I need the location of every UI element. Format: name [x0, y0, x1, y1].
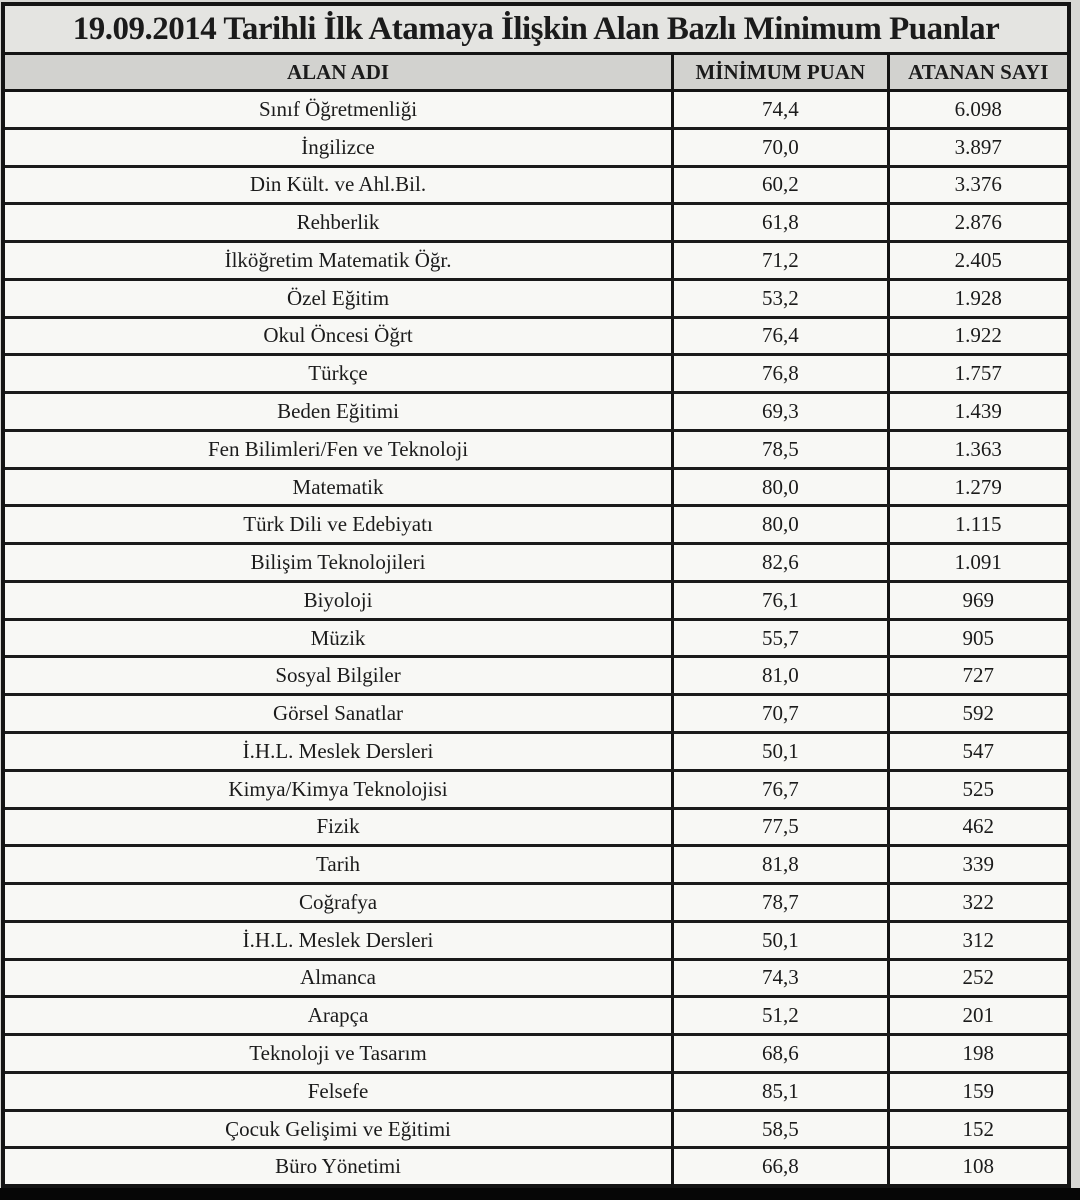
cell-sayi: 1.115: [955, 512, 1002, 537]
cell-sayi: 1.091: [954, 550, 1002, 575]
cell-sayi: 252: [962, 965, 995, 990]
cell-puan: 74,3: [674, 961, 890, 996]
cell-alan: Coğrafya: [5, 885, 674, 920]
cell-alan: Almanca: [5, 961, 674, 996]
cell-puan: 50,1: [674, 923, 890, 958]
table-row: [5, 1146, 1067, 1184]
cell-alan: İ.H.L. Meslek Dersleri: [5, 734, 674, 769]
cell-puan: 76,4: [674, 319, 890, 354]
cell-alan: İ.H.L. Meslek Dersleri: [5, 923, 674, 958]
table-row: [5, 165, 1067, 203]
cell-alan: Matematik: [5, 470, 674, 505]
cell-alan: İlköğretim Matematik Öğr.: [5, 243, 674, 278]
cell-sayi: 1.757: [954, 361, 1002, 386]
cell-alan: Özel Eğitim: [5, 281, 674, 316]
cell-sayi: 1.279: [954, 474, 1002, 499]
cell-sayi: 6.098: [954, 96, 1002, 121]
cell-puan: 68,6: [674, 1036, 890, 1071]
cell-puan: 70,7: [674, 696, 890, 731]
table-header: [5, 55, 1067, 92]
table-row: [5, 958, 1067, 996]
cell-puan: 80,0: [674, 470, 890, 505]
table-row: [5, 920, 1067, 958]
table-row: [5, 995, 1067, 1033]
table-row: [5, 807, 1067, 845]
cell-puan: 69,3: [674, 394, 890, 429]
table-row: [5, 353, 1067, 391]
cell-sayi: 2.876: [954, 210, 1002, 235]
cell-sayi: 108: [962, 1154, 995, 1179]
cell-sayi: 152: [962, 1116, 995, 1141]
cell-puan: 85,1: [674, 1074, 890, 1109]
page-title: 19.09.2014 Tarihli İlk Atamaya İlişkin Alan Bazlı Minimum Puanlar: [5, 6, 1067, 55]
table-row: [5, 127, 1067, 165]
cell-alan: Kimya/Kimya Teknolojisi: [5, 772, 674, 807]
table-row: [5, 882, 1067, 920]
table-row: [5, 467, 1067, 505]
table-row: [5, 693, 1067, 731]
cell-puan: 78,7: [674, 885, 890, 920]
cell-sayi: 969: [962, 587, 995, 612]
cell-puan: 66,8: [674, 1149, 890, 1184]
cell-alan: Büro Yönetimi: [5, 1149, 674, 1184]
cell-sayi: 525: [962, 776, 995, 801]
cell-alan: Rehberlik: [5, 205, 674, 240]
cell-sayi: 3.897: [954, 134, 1002, 159]
table-row: [5, 1033, 1067, 1071]
table-body: [5, 92, 1067, 1184]
cell-puan: 77,5: [674, 810, 890, 845]
cell-sayi: 1.439: [954, 399, 1002, 423]
table-row: [5, 844, 1067, 882]
cell-sayi: 462: [962, 814, 995, 839]
cell-puan: 76,7: [674, 772, 890, 807]
cell-puan: 78,5: [674, 432, 890, 467]
table-row: [5, 92, 1067, 127]
cell-sayi: 2.405: [954, 247, 1002, 272]
table-row: [5, 769, 1067, 807]
cell-puan: 74,4: [674, 92, 890, 127]
table-row: [5, 240, 1067, 278]
cell-sayi: 159: [962, 1078, 995, 1103]
cell-alan: Sosyal Bilgiler: [5, 658, 674, 693]
cell-puan: 53,2: [674, 281, 890, 316]
column-header-minimum-puan: MİNİMUM PUAN: [674, 55, 890, 89]
cell-puan: 60,2: [674, 168, 890, 203]
cell-sayi: 727: [962, 663, 995, 688]
cell-puan: 76,8: [674, 356, 890, 391]
cell-alan: Beden Eğitimi: [5, 394, 674, 429]
table-row: [5, 202, 1067, 240]
column-header-atanan-sayi: ATANAN SAYI: [890, 55, 1067, 89]
cell-sayi: 339: [962, 852, 995, 877]
score-table: [1, 2, 1071, 1188]
cell-puan: 80,0: [674, 507, 890, 542]
table-row: [5, 731, 1067, 769]
cell-puan: 51,2: [674, 998, 890, 1033]
cell-sayi: 201: [962, 1003, 995, 1028]
cell-sayi: 3.376: [954, 172, 1002, 197]
cell-puan: 76,1: [674, 583, 890, 618]
cell-alan: Çocuk Gelişimi ve Eğitimi: [5, 1112, 674, 1147]
cell-alan: Görsel Sanatlar: [5, 696, 674, 731]
cell-sayi: 1.928: [954, 285, 1002, 310]
cell-alan: Türk Dili ve Edebiyatı: [5, 507, 674, 542]
cell-puan: 50,1: [674, 734, 890, 769]
cell-alan: Biyoloji: [5, 583, 674, 618]
table-row: [5, 504, 1067, 542]
table-row: [5, 542, 1067, 580]
table-row: [5, 429, 1067, 467]
table-row: [5, 580, 1067, 618]
cell-alan: Tarih: [5, 847, 674, 882]
cell-alan: Sınıf Öğretmenliği: [5, 92, 674, 127]
cell-sayi: 1.922: [954, 323, 1002, 348]
column-header-alan-adi: ALAN ADI: [5, 55, 674, 89]
cell-puan: 70,0: [674, 130, 890, 165]
cell-alan: Felsefe: [5, 1074, 674, 1109]
cell-sayi: 312: [962, 927, 995, 952]
cell-puan: 81,8: [674, 847, 890, 882]
cell-alan: Teknoloji ve Tasarım: [5, 1036, 674, 1071]
cell-puan: 82,6: [674, 545, 890, 580]
cell-alan: Din Kült. ve Ahl.Bil.: [5, 168, 674, 203]
cell-sayi: 1.363: [954, 436, 1002, 461]
cell-alan: Bilişim Teknolojileri: [5, 545, 674, 580]
cell-puan: 55,7: [674, 621, 890, 656]
cell-alan: Fen Bilimleri/Fen ve Teknoloji: [5, 432, 674, 467]
cell-sayi: 592: [962, 701, 995, 726]
cell-sayi: 198: [962, 1041, 995, 1066]
cell-alan: Türkçe: [5, 356, 674, 391]
table-row: [5, 1071, 1067, 1109]
table-row: [5, 316, 1067, 354]
cell-puan: 61,8: [674, 205, 890, 240]
table-row: [5, 391, 1067, 429]
bottom-black-strip: [0, 1188, 1080, 1200]
table-row: [5, 1109, 1067, 1147]
cell-alan: Arapça: [5, 998, 674, 1033]
cell-alan: İngilizce: [5, 130, 674, 165]
cell-sayi: 322: [962, 889, 995, 914]
table-row: [5, 278, 1067, 316]
table-row: [5, 618, 1067, 656]
table-row: [5, 655, 1067, 693]
cell-puan: 58,5: [674, 1112, 890, 1147]
cell-sayi: 547: [962, 738, 995, 763]
cell-alan: Müzik: [5, 621, 674, 656]
cell-alan: Okul Öncesi Öğrt: [5, 319, 674, 354]
cell-puan: 81,0: [674, 658, 890, 693]
cell-puan: 71,2: [674, 243, 890, 278]
cell-alan: Fizik: [5, 810, 674, 845]
cell-sayi: 905: [962, 625, 995, 650]
